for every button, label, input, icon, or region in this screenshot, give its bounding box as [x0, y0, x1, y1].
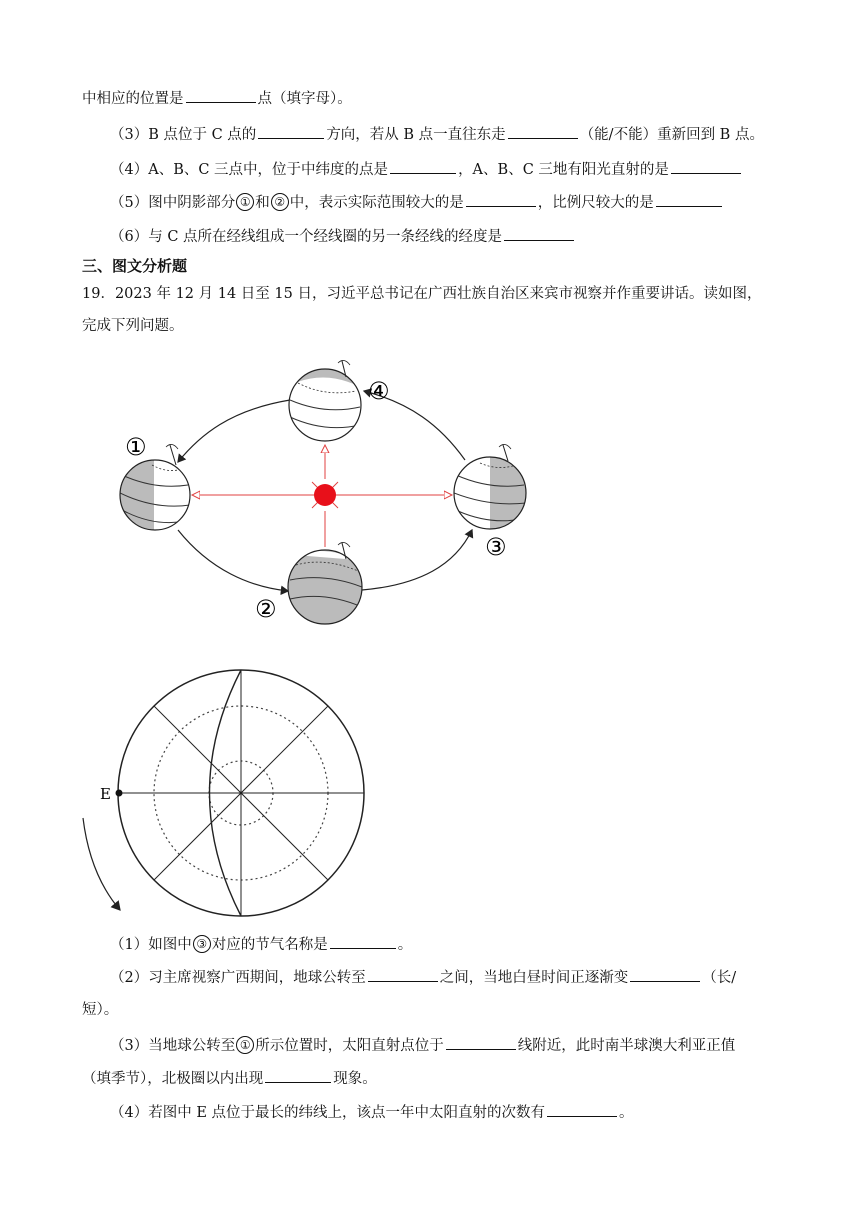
text: 。: [619, 1105, 634, 1121]
sub-question-3-cont: [82, 1068, 377, 1089]
label-2: ②: [255, 595, 277, 623]
text: 中相应的位置是: [82, 91, 184, 107]
orbit-path: [178, 400, 290, 462]
question-3: [110, 124, 764, 145]
answer-blank[interactable]: [508, 124, 578, 139]
sub-question-2-cont: 短）。: [82, 1002, 119, 1018]
text: 线附近，此时南半球澳大利亚正值: [517, 1038, 736, 1054]
text: （4）若图中 E 点位于最长的纬线上，该点一年中太阳直射的次数有: [110, 1105, 546, 1121]
rotation-arrow: [83, 818, 120, 910]
sub-question-2: [110, 967, 736, 988]
polar-view-diagram: [78, 665, 378, 925]
label-3: ③: [485, 533, 507, 561]
sun-icon: [308, 482, 342, 508]
text: ，A、B、C 三地有阳光直射的是: [458, 162, 669, 178]
text: 对应的节气名称是: [211, 937, 328, 953]
point-e-label: E: [100, 785, 111, 803]
answer-blank[interactable]: [671, 159, 741, 174]
text: 。: [397, 937, 413, 953]
earth-position-2: [288, 542, 362, 624]
text: （5）图中阴影部分: [110, 195, 236, 211]
earth-position-3: [454, 444, 530, 535]
point-e: [116, 790, 123, 797]
text: 方向，若从 B 点一直往东走: [326, 127, 506, 143]
text: （长/: [702, 970, 737, 986]
text: （2）习主席视察广西期间，地球公转至: [110, 970, 366, 986]
q19-intro-2: 完成下列问题。: [82, 318, 184, 334]
text: 现象。: [333, 1071, 377, 1087]
q19-intro-1: 19．2023 年 12 月 14 日至 15 日，习近平总书记在广西壮族自治区来宾市视察并作重要讲话。读如图，: [82, 286, 762, 302]
text: （能/不能）重新回到 B 点。: [579, 127, 764, 143]
text: 和: [255, 195, 270, 211]
sub-question-4: [110, 1102, 634, 1123]
answer-blank[interactable]: [258, 124, 324, 139]
orbit-path: [178, 530, 288, 591]
text: （1）如图中: [110, 937, 192, 953]
text: （3）B 点位于 C 点的: [110, 127, 257, 143]
earth-position-4: [289, 360, 361, 441]
q-line-0: [82, 88, 352, 109]
answer-blank[interactable]: [390, 159, 456, 174]
label-4: ④: [368, 377, 390, 405]
answer-blank[interactable]: [368, 967, 438, 982]
text: 点（填字母）。: [257, 91, 352, 107]
earth-orbit-diagram: [100, 355, 540, 630]
circled-number: ①: [236, 1036, 254, 1054]
text: （填季节），北极圈以内出现: [82, 1071, 264, 1087]
text: 所示位置时，太阳直射点位于: [255, 1038, 444, 1054]
answer-blank[interactable]: [504, 226, 574, 241]
circled-number: ①: [236, 193, 254, 211]
answer-blank[interactable]: [547, 1102, 617, 1117]
text: （4）A、B、C 三点中，位于中纬度的点是: [110, 162, 389, 178]
text: （3）当地球公转至: [110, 1038, 236, 1054]
label-1: ①: [125, 433, 147, 461]
circled-number: ③: [193, 935, 211, 953]
answer-blank[interactable]: [265, 1068, 331, 1083]
sub-question-3: [110, 1035, 735, 1056]
question-5: [110, 192, 724, 213]
text: 中，表示实际范围较大的是: [289, 195, 464, 211]
question-4: [110, 159, 743, 180]
text: 之间，当地白昼时间正逐渐变: [439, 970, 629, 986]
answer-blank[interactable]: [630, 967, 700, 982]
question-6: [110, 226, 576, 247]
circled-number: ②: [271, 193, 289, 211]
section-title: 三、图文分析题: [82, 257, 188, 275]
sub-question-1: [110, 934, 412, 955]
answer-blank[interactable]: [466, 192, 536, 207]
answer-blank[interactable]: [446, 1035, 516, 1050]
text: ，比例尺较大的是: [537, 195, 654, 211]
orbit-path: [362, 530, 472, 590]
text: （6）与 C 点所在经线组成一个经线圈的另一条经线的经度是: [110, 229, 503, 245]
answer-blank[interactable]: [656, 192, 722, 207]
answer-blank[interactable]: [186, 88, 256, 103]
answer-blank[interactable]: [330, 934, 396, 949]
